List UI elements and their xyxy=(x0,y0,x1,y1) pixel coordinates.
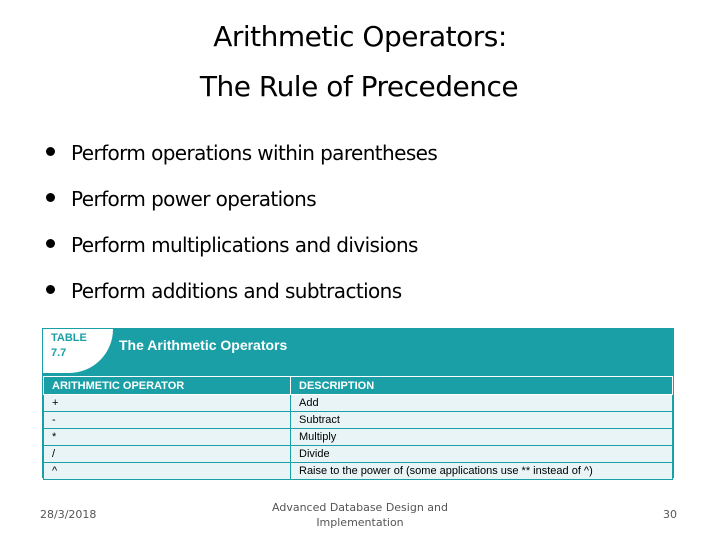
table-row xyxy=(44,412,673,429)
operator-cell: - xyxy=(44,412,291,429)
table-label-text: TABLE xyxy=(51,332,87,344)
bullet-text: Perform multiplications and divisions xyxy=(71,233,418,257)
description-cell: Add xyxy=(291,395,673,412)
bullet-text: Perform operations within parentheses xyxy=(71,141,438,165)
description-cell: Divide xyxy=(291,446,673,463)
table-label-number: 7.7 xyxy=(51,347,67,359)
footer-course-title: Advanced Database Design and Implementation xyxy=(272,501,448,529)
bullet-icon xyxy=(46,239,55,248)
bullet-text: Perform power operations xyxy=(71,187,317,211)
table-header-band xyxy=(43,329,673,373)
table-row xyxy=(44,429,673,446)
column-header-description: DESCRIPTION xyxy=(291,377,673,395)
table-label-tab xyxy=(43,329,113,373)
bullet-icon xyxy=(46,147,55,156)
description-cell: Multiply xyxy=(291,429,673,446)
operators-table xyxy=(43,376,673,480)
table-caption: The Arithmetic Operators xyxy=(119,337,288,353)
column-header-operator: ARITHMETIC OPERATOR xyxy=(44,377,291,395)
table-row xyxy=(44,463,673,480)
slide-title-line-2: The Rule of Precedence xyxy=(199,70,519,103)
bullet-text: Perform additions and subtractions xyxy=(71,279,402,303)
table-header-row xyxy=(44,377,673,395)
bullet-list xyxy=(46,130,437,314)
slide-title-line-1: Arithmetic Operators: xyxy=(213,20,507,53)
table-row xyxy=(44,395,673,412)
description-cell: Raise to the power of (some applications use ** instead of ^) xyxy=(291,463,673,480)
footer-date: 28/3/2018 xyxy=(40,508,97,521)
operator-cell: ^ xyxy=(44,463,291,480)
bullet-item xyxy=(46,176,437,222)
operators-table-figure xyxy=(42,328,674,478)
bullet-item xyxy=(46,222,437,268)
table-row xyxy=(44,446,673,463)
operator-cell: + xyxy=(44,395,291,412)
footer-page-number: 30 xyxy=(663,508,677,521)
description-cell: Subtract xyxy=(291,412,673,429)
bullet-icon xyxy=(46,285,55,294)
operator-cell: * xyxy=(44,429,291,446)
bullet-item xyxy=(46,130,437,176)
operator-cell: / xyxy=(44,446,291,463)
bullet-icon xyxy=(46,193,55,202)
bullet-item xyxy=(46,268,437,314)
